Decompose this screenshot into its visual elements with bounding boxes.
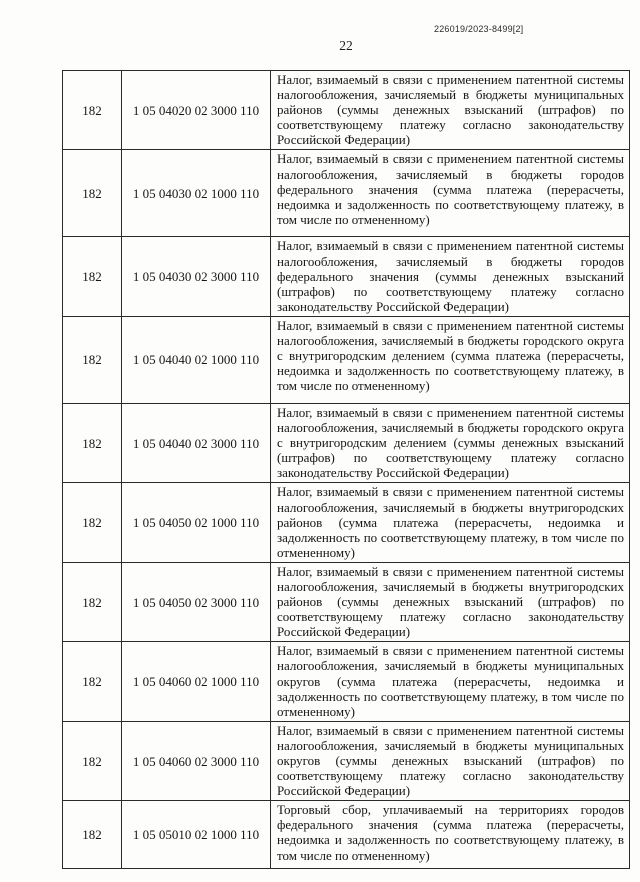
admin-code-cell: 182 [63,801,122,869]
admin-code-cell: 182 [63,483,122,562]
kbk-code-cell: 1 05 04040 02 3000 110 [122,403,271,482]
table-row [63,403,630,482]
admin-code-cell: 182 [63,403,122,482]
admin-code-cell: 182 [63,150,122,237]
page-number: 22 [339,38,353,53]
kbk-code-cell: 1 05 04060 02 3000 110 [122,721,271,800]
table-row [63,721,630,800]
admin-code-cell: 182 [63,721,122,800]
table-row [63,71,630,150]
budget-codes-table [62,70,630,869]
payment-description-cell: Торговый сбор, уплачиваемый на территориях городов федерального значения (сумма платежа (перерасчеты, недоимка и задолженность по соответствующему платежу, в том числе по отмененному) [271,801,630,869]
table-row [63,801,630,869]
admin-code-cell: 182 [63,316,122,403]
kbk-code-cell: 1 05 04030 02 3000 110 [122,237,271,316]
kbk-code-cell: 1 05 05010 02 1000 110 [122,801,271,869]
admin-code-cell: 182 [63,237,122,316]
kbk-code-cell: 1 05 04030 02 1000 110 [122,150,271,237]
kbk-code-cell: 1 05 04020 02 3000 110 [122,71,271,150]
payment-description-cell: Налог, взимаемый в связи с применением патентной системы налогообложения, зачисляемый в бюджеты муниципальных округов (суммы денежных взысканий (штрафов) по соответствующему платежу согласно законодательству Российской Федерации) [271,721,630,800]
table-row [63,316,630,403]
table-row [63,562,630,641]
kbk-code-cell: 1 05 04050 02 1000 110 [122,483,271,562]
table-row [63,483,630,562]
payment-description-cell: Налог, взимаемый в связи с применением патентной системы налогообложения, зачисляемый в бюджеты внутригородских районов (сумма платежа (перерасчеты, недоимка и задолженность по соответствующему платежу, в том числе по отмененному) [271,483,630,562]
admin-code-cell: 182 [63,71,122,150]
table-row [63,237,630,316]
payment-description-cell: Налог, взимаемый в связи с применением патентной системы налогообложения, зачисляемый в бюджеты городского округа с внутригородским делением (суммы денежных взысканий (штрафов) по соответствующему платежу согласно законодательству Российской Федерации) [271,403,630,482]
document-reference-number: 226019/2023-8499[2] [434,24,524,34]
admin-code-cell: 182 [63,642,122,721]
table-row [63,642,630,721]
kbk-code-cell: 1 05 04040 02 1000 110 [122,316,271,403]
budget-codes-table-body [63,71,630,869]
payment-description-cell: Налог, взимаемый в связи с применением патентной системы налогообложения, зачисляемый в бюджеты муниципальных округов (сумма платежа (перерасчеты, недоимка и задолженность по соответствующему платежу, в том числе по отмененному) [271,642,630,721]
payment-description-cell: Налог, взимаемый в связи с применением патентной системы налогообложения, зачисляемый в бюджеты городов федерального значения (сумма платежа (перерасчеты, недоимка и задолженность по соответствующему платежу, в том числе по отмененному) [271,150,630,237]
payment-description-cell: Налог, взимаемый в связи с применением патентной системы налогообложения, зачисляемый в бюджеты внутригородских районов (суммы денежных взысканий (штрафов) по соответствующему платежу согласно законодательству Российской Федерации) [271,562,630,641]
payment-description-cell: Налог, взимаемый в связи с применением патентной системы налогообложения, зачисляемый в бюджеты городов федерального значения (суммы денежных взысканий (штрафов) по соответствующему платежу согласно законодательству Российской Федерации) [271,237,630,316]
table-row [63,150,630,237]
kbk-code-cell: 1 05 04050 02 3000 110 [122,562,271,641]
kbk-code-cell: 1 05 04060 02 1000 110 [122,642,271,721]
payment-description-cell: Налог, взимаемый в связи с применением патентной системы налогообложения, зачисляемый в бюджеты муниципальных районов (суммы денежных взысканий (штрафов) по соответствующему платежу согласно законодательству Российской Федерации) [271,71,630,150]
admin-code-cell: 182 [63,562,122,641]
payment-description-cell: Налог, взимаемый в связи с применением патентной системы налогообложения, зачисляемый в бюджеты городского округа с внутригородским делением (сумма платежа (перерасчеты, недоимка и задолженность по соответствующему платежу, в том числе по отмененному) [271,316,630,403]
